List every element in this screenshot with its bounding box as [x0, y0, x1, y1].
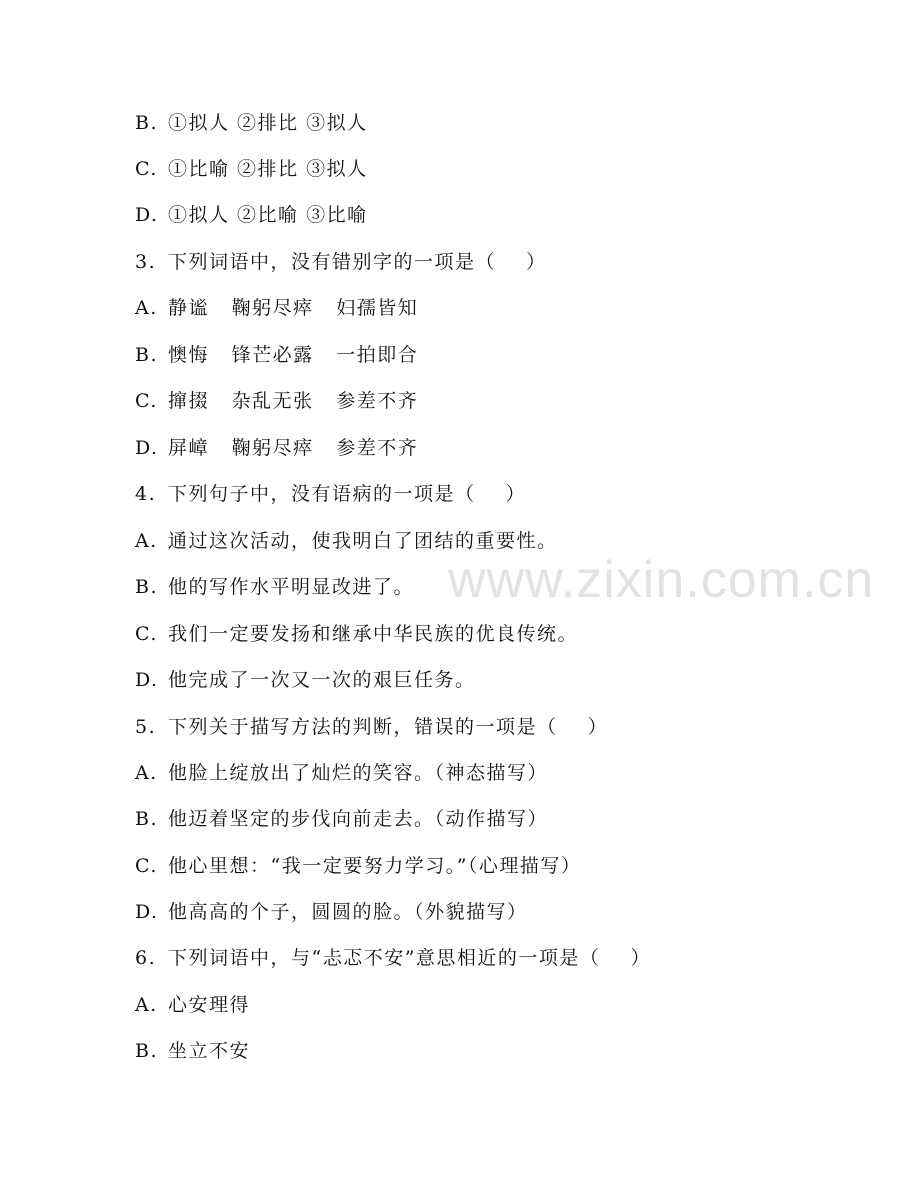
- question-number: 4.: [135, 483, 157, 505]
- option-line: [135, 853, 581, 879]
- option-text: 静谧 鞠躬尽瘁 妇孺皆知: [168, 297, 419, 319]
- option-text: 我们一定要发扬和继承中华民族的优良传统。: [168, 623, 579, 645]
- option-line: [135, 574, 414, 600]
- question-number: 6.: [135, 947, 157, 969]
- option-line: [135, 295, 418, 321]
- option-mark: D.: [135, 901, 159, 923]
- option-mark: D.: [135, 437, 159, 459]
- option-text: 屏嶂 鞠躬尽瘁 参差不齐: [168, 437, 419, 459]
- question-line: [135, 481, 526, 507]
- option-mark: C.: [135, 158, 158, 180]
- option-mark: A.: [135, 297, 158, 319]
- option-mark: A.: [135, 994, 158, 1016]
- option-line: [135, 806, 548, 832]
- question-text: 下列词语中，没有错别字的一项是（ ）: [168, 251, 547, 273]
- option-line: [135, 435, 418, 461]
- option-line: [135, 899, 528, 925]
- option-mark: B.: [135, 112, 159, 134]
- option-text: 坐立不安: [168, 1040, 251, 1062]
- option-line: [135, 760, 548, 786]
- option-text: 他迈着坚定的步伐向前走去。（动作描写）: [168, 808, 549, 830]
- option-text: 他完成了一次又一次的艰巨任务。: [168, 669, 476, 691]
- option-mark: A.: [135, 762, 158, 784]
- option-line: [135, 992, 250, 1018]
- question-text: 下列词语中，与“忐忑不安”意思相近的一项是（ ）: [168, 947, 652, 969]
- option-line: [135, 202, 368, 228]
- option-mark: B.: [135, 1040, 159, 1062]
- option-line: [135, 110, 368, 136]
- question-line: [135, 249, 547, 275]
- option-text: 懊悔 锋芒必露 一拍即合: [168, 344, 419, 366]
- option-mark: B.: [135, 576, 159, 598]
- option-mark: B.: [135, 808, 159, 830]
- option-mark: D.: [135, 669, 159, 691]
- option-text: ①拟人 ②比喻 ③比喻: [168, 204, 368, 226]
- option-text: 他高高的个子，圆圆的脸。（外貌描写）: [168, 901, 528, 923]
- option-mark: C.: [135, 623, 158, 645]
- option-line: [135, 621, 578, 647]
- watermark: www.zixin.com.cn: [448, 551, 875, 609]
- option-text: 撺掇 杂乱无张 参差不齐: [168, 390, 419, 412]
- option-text: 通过这次活动，使我明白了团结的重要性。: [168, 530, 558, 552]
- option-text: ①比喻 ②排比 ③拟人: [168, 158, 368, 180]
- question-number: 5.: [135, 716, 157, 738]
- option-text: ①拟人 ②排比 ③拟人: [168, 112, 368, 134]
- question-text: 下列关于描写方法的判断，错误的一项是（ ）: [168, 716, 609, 738]
- option-text: 他的写作水平明显改进了。: [168, 576, 415, 598]
- option-line: [135, 667, 476, 693]
- option-mark: C.: [135, 390, 158, 412]
- option-mark: C.: [135, 855, 158, 877]
- option-line: [135, 1038, 250, 1064]
- option-line: [135, 342, 418, 368]
- option-line: [135, 156, 368, 182]
- question-line: [135, 714, 608, 740]
- option-text: 心安理得: [168, 994, 251, 1016]
- question-line: [135, 945, 651, 971]
- question-text: 下列句子中，没有语病的一项是（ ）: [168, 483, 527, 505]
- option-mark: D.: [135, 204, 159, 226]
- option-mark: A.: [135, 530, 158, 552]
- option-mark: B.: [135, 344, 159, 366]
- question-number: 3.: [135, 251, 157, 273]
- option-line: [135, 388, 418, 414]
- option-text: 他心里想：“我一定要努力学习。”（心理描写）: [168, 855, 582, 877]
- option-text: 他脸上绽放出了灿烂的笑容。（神态描写）: [168, 762, 549, 784]
